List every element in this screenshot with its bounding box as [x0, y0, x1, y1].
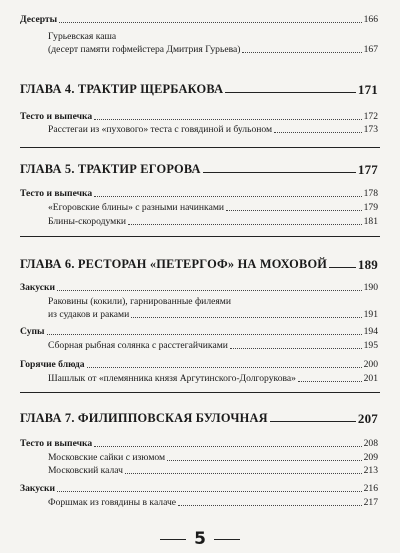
leader-dots — [298, 381, 362, 382]
toc-chapter-6 — [0, 257, 400, 272]
footer-dash-right — [214, 539, 240, 540]
page-number: 173 — [363, 124, 378, 135]
category-title: Закуски — [20, 282, 56, 293]
toc-entry — [0, 340, 400, 352]
entry-title: Шашлык от «племянника князя Аргутинского-Долгорукова» — [48, 373, 296, 384]
page-number: 213 — [363, 465, 378, 476]
page-number: 178 — [363, 188, 378, 199]
page-number: 172 — [363, 111, 378, 122]
entry-title: Московские сайки с изюмом — [48, 452, 166, 463]
page-number: 209 — [363, 452, 378, 463]
toc-category — [0, 483, 400, 495]
toc-entry-line — [0, 296, 400, 308]
toc-entry — [0, 44, 400, 56]
leader-dots — [47, 334, 362, 335]
page-number: 217 — [363, 497, 378, 508]
page-number: 200 — [363, 359, 378, 370]
entry-title: Гурьевская каша — [48, 31, 117, 42]
toc-category-desserts — [0, 14, 400, 26]
leader-dots — [131, 317, 361, 318]
leader-dots — [125, 473, 362, 474]
entry-title: (десерт памяти гофмейстера Дмитрия Гурьева) — [48, 44, 241, 55]
entry-title: из судаков и раками — [48, 309, 130, 320]
category-title: Тесто и выпечка — [20, 438, 93, 449]
entry-title: Раковины (кокили), гарнированные филеями — [48, 296, 231, 307]
leader-line — [203, 172, 356, 173]
leader-dots — [128, 224, 362, 225]
page-number: 190 — [363, 282, 378, 293]
page-number: 189 — [357, 257, 378, 272]
toc-entry — [0, 124, 400, 136]
toc-chapter-5 — [0, 162, 400, 177]
leader-dots — [242, 52, 361, 53]
toc-category — [0, 111, 400, 123]
category-title: Тесто и выпечка — [20, 188, 93, 199]
toc-category — [0, 438, 400, 450]
toc-entry — [0, 373, 400, 385]
toc-entry — [0, 465, 400, 477]
page-number: 171 — [357, 82, 378, 97]
entry-title: Московский калач — [48, 465, 123, 476]
toc-category — [0, 188, 400, 200]
leader-dots — [178, 505, 362, 506]
toc-entry — [0, 309, 400, 321]
toc-chapter-4 — [0, 82, 400, 97]
leader-dots — [59, 22, 361, 23]
category-title: Тесто и выпечка — [20, 111, 93, 122]
page-footer — [0, 528, 400, 550]
chapter-divider — [20, 147, 380, 148]
chapter-divider — [20, 392, 380, 393]
page-number: 191 — [363, 309, 378, 320]
category-title: Десерты — [20, 14, 58, 25]
page-number: 167 — [363, 44, 378, 55]
toc-category — [0, 326, 400, 338]
leader-dots — [274, 132, 362, 133]
page-number: 181 — [363, 216, 378, 227]
footer-dash-left — [160, 539, 186, 540]
toc-entry — [0, 452, 400, 464]
page-number: 177 — [357, 162, 378, 177]
leader-dots — [87, 367, 362, 368]
leader-dots — [57, 290, 362, 291]
entry-title: Расстегаи из «пухового» теста с говядиной и бульоном — [48, 124, 273, 135]
toc-category — [0, 282, 400, 294]
toc-entry — [0, 216, 400, 228]
toc-entry — [0, 497, 400, 509]
category-title: Супы — [20, 326, 45, 337]
leader-line — [225, 92, 356, 93]
chapter-title: ГЛАВА 7. ФИЛИППОВСКАЯ БУЛОЧНАЯ — [20, 411, 268, 425]
page-number: 201 — [363, 373, 378, 384]
footer-page-number: 5 — [194, 529, 206, 549]
page-number: 194 — [363, 326, 378, 337]
leader-dots — [230, 348, 362, 349]
toc-entry-line — [0, 31, 400, 43]
page-number: 195 — [363, 340, 378, 351]
chapter-title: ГЛАВА 4. ТРАКТИР ЩЕРБАКОВА — [20, 82, 224, 96]
chapter-title: ГЛАВА 5. ТРАКТИР ЕГОРОВА — [20, 162, 201, 176]
toc-chapter-7 — [0, 411, 400, 426]
entry-title: Блины-скородумки — [48, 216, 127, 227]
leader-line — [329, 267, 356, 268]
leader-dots — [226, 210, 362, 211]
entry-title: Сборная рыбная солянка с расстегайчиками — [48, 340, 228, 351]
leader-dots — [94, 196, 361, 197]
chapter-title: ГЛАВА 6. РЕСТОРАН «ПЕТЕРГОФ» НА МОХОВОЙ — [20, 257, 328, 271]
leader-dots — [94, 446, 361, 447]
page-number: 207 — [357, 411, 378, 426]
page-number: 179 — [363, 202, 378, 213]
category-title: Горячие блюда — [20, 359, 85, 370]
leader-dots — [167, 460, 362, 461]
entry-title: Форшмак из говядины в калаче — [48, 497, 177, 508]
page-number: 208 — [363, 438, 378, 449]
entry-title: «Егоровские блины» с разными начинками — [48, 202, 225, 213]
chapter-divider — [20, 236, 380, 237]
page-number: 166 — [363, 14, 378, 25]
leader-dots — [57, 491, 362, 492]
leader-line — [270, 421, 356, 422]
leader-dots — [94, 119, 361, 120]
toc-entry — [0, 202, 400, 214]
category-title: Закуски — [20, 483, 56, 494]
page-number: 216 — [363, 483, 378, 494]
toc-category — [0, 359, 400, 371]
